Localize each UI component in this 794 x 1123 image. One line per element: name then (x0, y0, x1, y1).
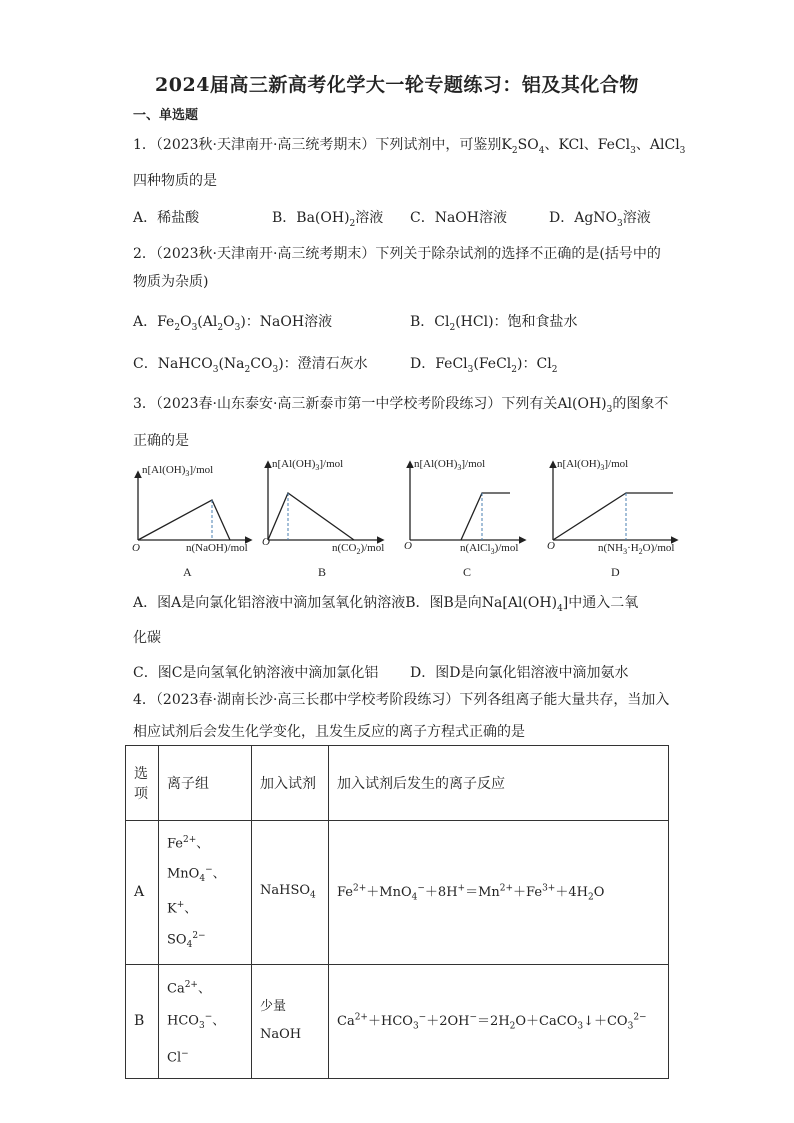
graph-label-b: B (318, 565, 327, 579)
q1-option-d[interactable]: D．AgNO$_3$溶液 (549, 210, 651, 229)
q2-option-d[interactable]: D．FeCl$_3$(FeCl$_2$)：$Cl_2$ (410, 356, 558, 375)
q1-option-a[interactable]: A．稀盐酸 (133, 210, 200, 226)
reagent-b: 少量NaOH (252, 964, 329, 1079)
header-ion-group: 离子组 (159, 746, 252, 821)
graphs-svg (128, 453, 688, 583)
row-label-b: B (126, 964, 159, 1079)
q4-stem-cont: 相应试剂后会发生化学变化，且发生反应的离子方程式正确的是 (133, 724, 525, 740)
q2-option-b[interactable]: B．$Cl_2(HCl)$：饱和食盐水 (410, 314, 578, 333)
q4-stem: 4．（2023春·湖南长沙·高三长郡中学校考阶段练习）下列各组离子能大量共存，当加入 (133, 692, 670, 708)
svg-text:n[Al(OH)3]/mol: $n[Al(OH)_3]$/mol (142, 464, 214, 478)
reaction-b: $Ca^{2+}+HCO_3^-+2OH^-=2H_2O+CaCO_3↓+CO_3^{2-}$ (329, 964, 669, 1079)
reagent-a: NaHSO$_4$ (252, 821, 329, 965)
q1-option-b[interactable]: B．$Ba(OH)_2$溶液 (272, 210, 384, 229)
section-heading: 一、单选题 (133, 108, 199, 123)
q3-graphs (128, 453, 688, 583)
q2-option-a[interactable]: A．$Fe_2O_3(Al_2O_3)$：NaOH溶液 (133, 314, 333, 333)
ion-group-b: $Ca^{2+}$、 $HCO_3^-$、Cl− (159, 964, 252, 1079)
q3-option-d[interactable]: D．图D是向氯化铝溶液中滴加氨水 (410, 665, 629, 681)
svg-text:n(NaOH)/mol: n(NaOH)/mol (186, 542, 248, 554)
svg-text:n(CO2)/mol: $n(CO_2)$/mol (332, 542, 385, 556)
svg-text:n[Al(OH)3]/mol: $n[Al(OH)_3]$/mol (272, 458, 344, 472)
svg-text:n[Al(OH)3]/mol: $n[Al(OH)_3]$/mol (414, 458, 486, 472)
row-label-a: A (126, 821, 159, 965)
reaction-a: $Fe^{2+}+MnO_4^-+8H^+=Mn^{2+}+Fe^{3+}+4H_2O$ (329, 821, 669, 965)
header-reaction: 加入试剂后发生的离子反应 (329, 746, 669, 821)
q2-option-c[interactable]: C．$NaHCO_3(Na_2CO_3)$：澄清石灰水 (133, 356, 368, 375)
q2-stem: 2．（2023秋·天津南开·高三统考期末）下列关于除杂试剂的选择不正确的是(括号中的 (133, 246, 661, 262)
q3-option-ab-cont: 化碳 (133, 630, 161, 646)
svg-text:O: O (404, 540, 412, 552)
table-row (126, 964, 669, 1079)
svg-text:O: O (262, 536, 270, 548)
svg-text:O: O (132, 542, 140, 554)
q3-option-c[interactable]: C．图C是向氢氧化钠溶液中滴加氯化铝 (133, 665, 379, 681)
q2-stem-cont: 物质为杂质) (133, 274, 209, 290)
q1-option-c[interactable]: C．NaOH溶液 (410, 210, 507, 226)
svg-text:O: O (547, 540, 555, 552)
svg-text:n(AlCl3)/mol: n(AlCl$_3$)/mol (460, 542, 519, 556)
table-row (126, 821, 669, 965)
table-header-row (126, 746, 669, 821)
svg-text:n(NH3·H2O)/mol: $n(NH_3\cdot H_2O)$/mol (598, 542, 675, 556)
q1-stem-cont: 四种物质的是 (133, 173, 217, 189)
header-option: 选项 (126, 746, 159, 821)
q3-option-ab[interactable]: A．图A是向氯化铝溶液中滴加氢氧化钠溶液B．图B是向$Na[Al(OH)_4]$中通入二氧 (133, 595, 639, 614)
svg-text:n[Al(OH)3]/mol: $n[Al(OH)_3]$/mol (557, 458, 629, 472)
graph-label-d: D (611, 565, 620, 579)
ion-group-a: $Fe^{2+}$、 MnO$_4$−、K+、 $SO_4^{2-}$ (159, 821, 252, 965)
graph-label-a: A (183, 565, 192, 579)
q4-table (125, 745, 669, 1079)
header-reagent: 加入试剂 (252, 746, 329, 821)
q3-stem: 3．（2023春·山东泰安·高三新泰市第一中学校考阶段练习）下列有关$Al(OH)_3$的图象不 (133, 396, 669, 415)
q1-stem: 1．（2023秋·天津南开·高三统考期末）下列试剂中，可鉴别$K_2SO_4$、KCl、FeCl$_3$、AlCl$_3$ (133, 137, 686, 156)
q3-stem-cont: 正确的是 (133, 433, 189, 449)
page-title: 2024届高三新高考化学大一轮专题练习：铝及其化合物 (155, 74, 639, 96)
graph-label-c: C (463, 565, 472, 579)
